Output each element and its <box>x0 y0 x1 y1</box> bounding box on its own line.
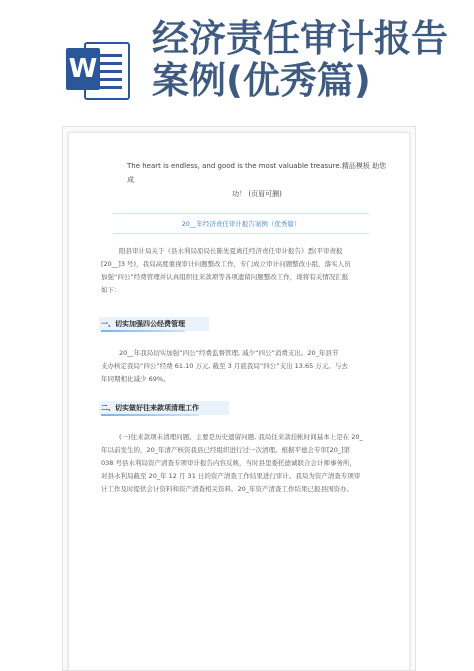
word-icon-line <box>100 86 122 89</box>
banner-title-line-2: 案例(优秀篇) <box>152 59 371 102</box>
section-2-heading: 二、切实做好往来款项清理工作 <box>101 404 199 412</box>
intro-line-1: 阳县审计局关于《县水利局原局长陈先夏离任经济责任审计报告》悉(平审责报 <box>119 247 343 255</box>
section-1-heading: 一、切实加强四公经费管理 <box>101 320 185 328</box>
intro-line-3: 加强“四公”经费管理并认真组织往来款项等各项遗留问题整改工作，现将有关情况汇报 <box>101 273 349 281</box>
word-icon-line <box>100 62 122 65</box>
section-2-line-5: 计工作及时提供会计资料和资产清查相关资料。20_年资产清查工作结果已报县国资办。 <box>101 485 354 493</box>
intro-line-2: [20__]3 号)，我局高度重视审计问题整改工作，专门成立审计问题整改小组，落实人员 <box>101 260 351 268</box>
title-top-rule <box>113 213 369 214</box>
word-document-icon <box>66 38 128 100</box>
page-tagline <box>127 159 387 201</box>
section-1-line-2: 支办核定我局“四公”经费 61.10 万元, 截至 3 月底我局“四公”支出 13.65 万元。与去 <box>101 362 348 370</box>
word-icon-letter: W <box>66 48 100 90</box>
banner <box>0 0 474 115</box>
section-2-line-3: 038 号县水利局资产清查专项审计报告内容反映，当时县里委托德诚联合会计师事务所， <box>101 459 356 467</box>
word-icon-line <box>100 78 122 81</box>
intro-line-4: 如下： <box>101 286 121 294</box>
word-icon-line <box>100 54 122 57</box>
word-icon-line <box>100 70 122 73</box>
section-2-line-1: (一)往来款项未清理问题。主要是历史遗留问题, 我局往来款挂帐时间基本上是在 20_ <box>119 433 363 441</box>
banner-title-line-1: 经济责任审计报告 <box>152 17 448 60</box>
banner-title <box>152 18 462 102</box>
title-bottom-rule <box>113 233 369 234</box>
tagline-line-1: The heart is endless, and good is the most valuable treasure.精品模板 助您成 <box>127 162 387 184</box>
document-title: 20__年经济责任审计报告案例（优秀篇） <box>181 220 301 228</box>
document-page <box>68 132 410 671</box>
section-1-line-1: 20__年我局切实加强“四公”经费监督管理, 减少“四公”消费支出。20_年县节 <box>119 349 339 357</box>
section-2-line-4: 对县水利局截至 20_年 12 月 31 日的资产清查工作结果进行审计。我局为资产清查专项审 <box>101 472 361 480</box>
tagline-line-2: 功！ (页眉可删) <box>232 190 282 198</box>
section-1-line-3: 年同期相比减少 69%。 <box>101 375 170 383</box>
section-2-line-2: 年以前发生的，20_年清产核资我县已经组织进行过一次清理。根据平德会专审[20_]第 <box>101 446 351 454</box>
